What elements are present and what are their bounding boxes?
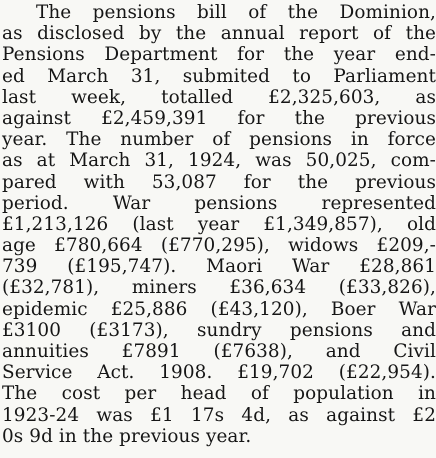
article-line-3: Pensions Department for the year end- [2, 44, 436, 66]
article-line-9: pared with 53,087 for the previous [2, 171, 436, 193]
article-line-5: last week, totalled £2,325,603, as [2, 86, 436, 108]
article-line-18: Service Act. 1908. £19,702 (£22,954). [2, 362, 436, 384]
article-line-15: epidemic £25,886 (£43,120), Boer War [2, 298, 436, 320]
article-line-14: (£32,781), miners £36,634 (£33,826), [2, 277, 436, 299]
article-line-16: £3100 (£3173), sundry pensions and [2, 319, 436, 341]
article-line-13: 739 (£195,747). Maori War £28,861 [2, 256, 436, 278]
article-line-19: The cost per head of population in [2, 383, 436, 405]
article-line-12: age £780,664 (£770,295), widows £209,- [2, 235, 436, 257]
article-line-17: annuities £7891 (£7638), and Civil [2, 341, 436, 362]
article-line-2: as disclosed by the annual report of the [2, 23, 436, 45]
article-body [2, 2, 436, 447]
article-line-20: 1923-24 was £1 17s 4d, as against £2 [2, 404, 436, 426]
article-line-11: £1,213,126 (last year £1,349,857), old [2, 213, 436, 235]
article-line-21: 0s 9d in the previous year. [2, 425, 252, 447]
article-line-10: period. War pensions represented [2, 192, 436, 214]
article-line-4: ed March 31, submited to Parliament [2, 65, 436, 87]
article-line-7: year. The number of pensions in force [2, 129, 436, 151]
article-line-6: against £2,459,391 for the previous [2, 107, 436, 129]
article-line-8: as at March 31, 1924, was 50,025, com- [2, 150, 436, 172]
article-line-1: The pensions bill of the Dominion, [36, 2, 436, 23]
